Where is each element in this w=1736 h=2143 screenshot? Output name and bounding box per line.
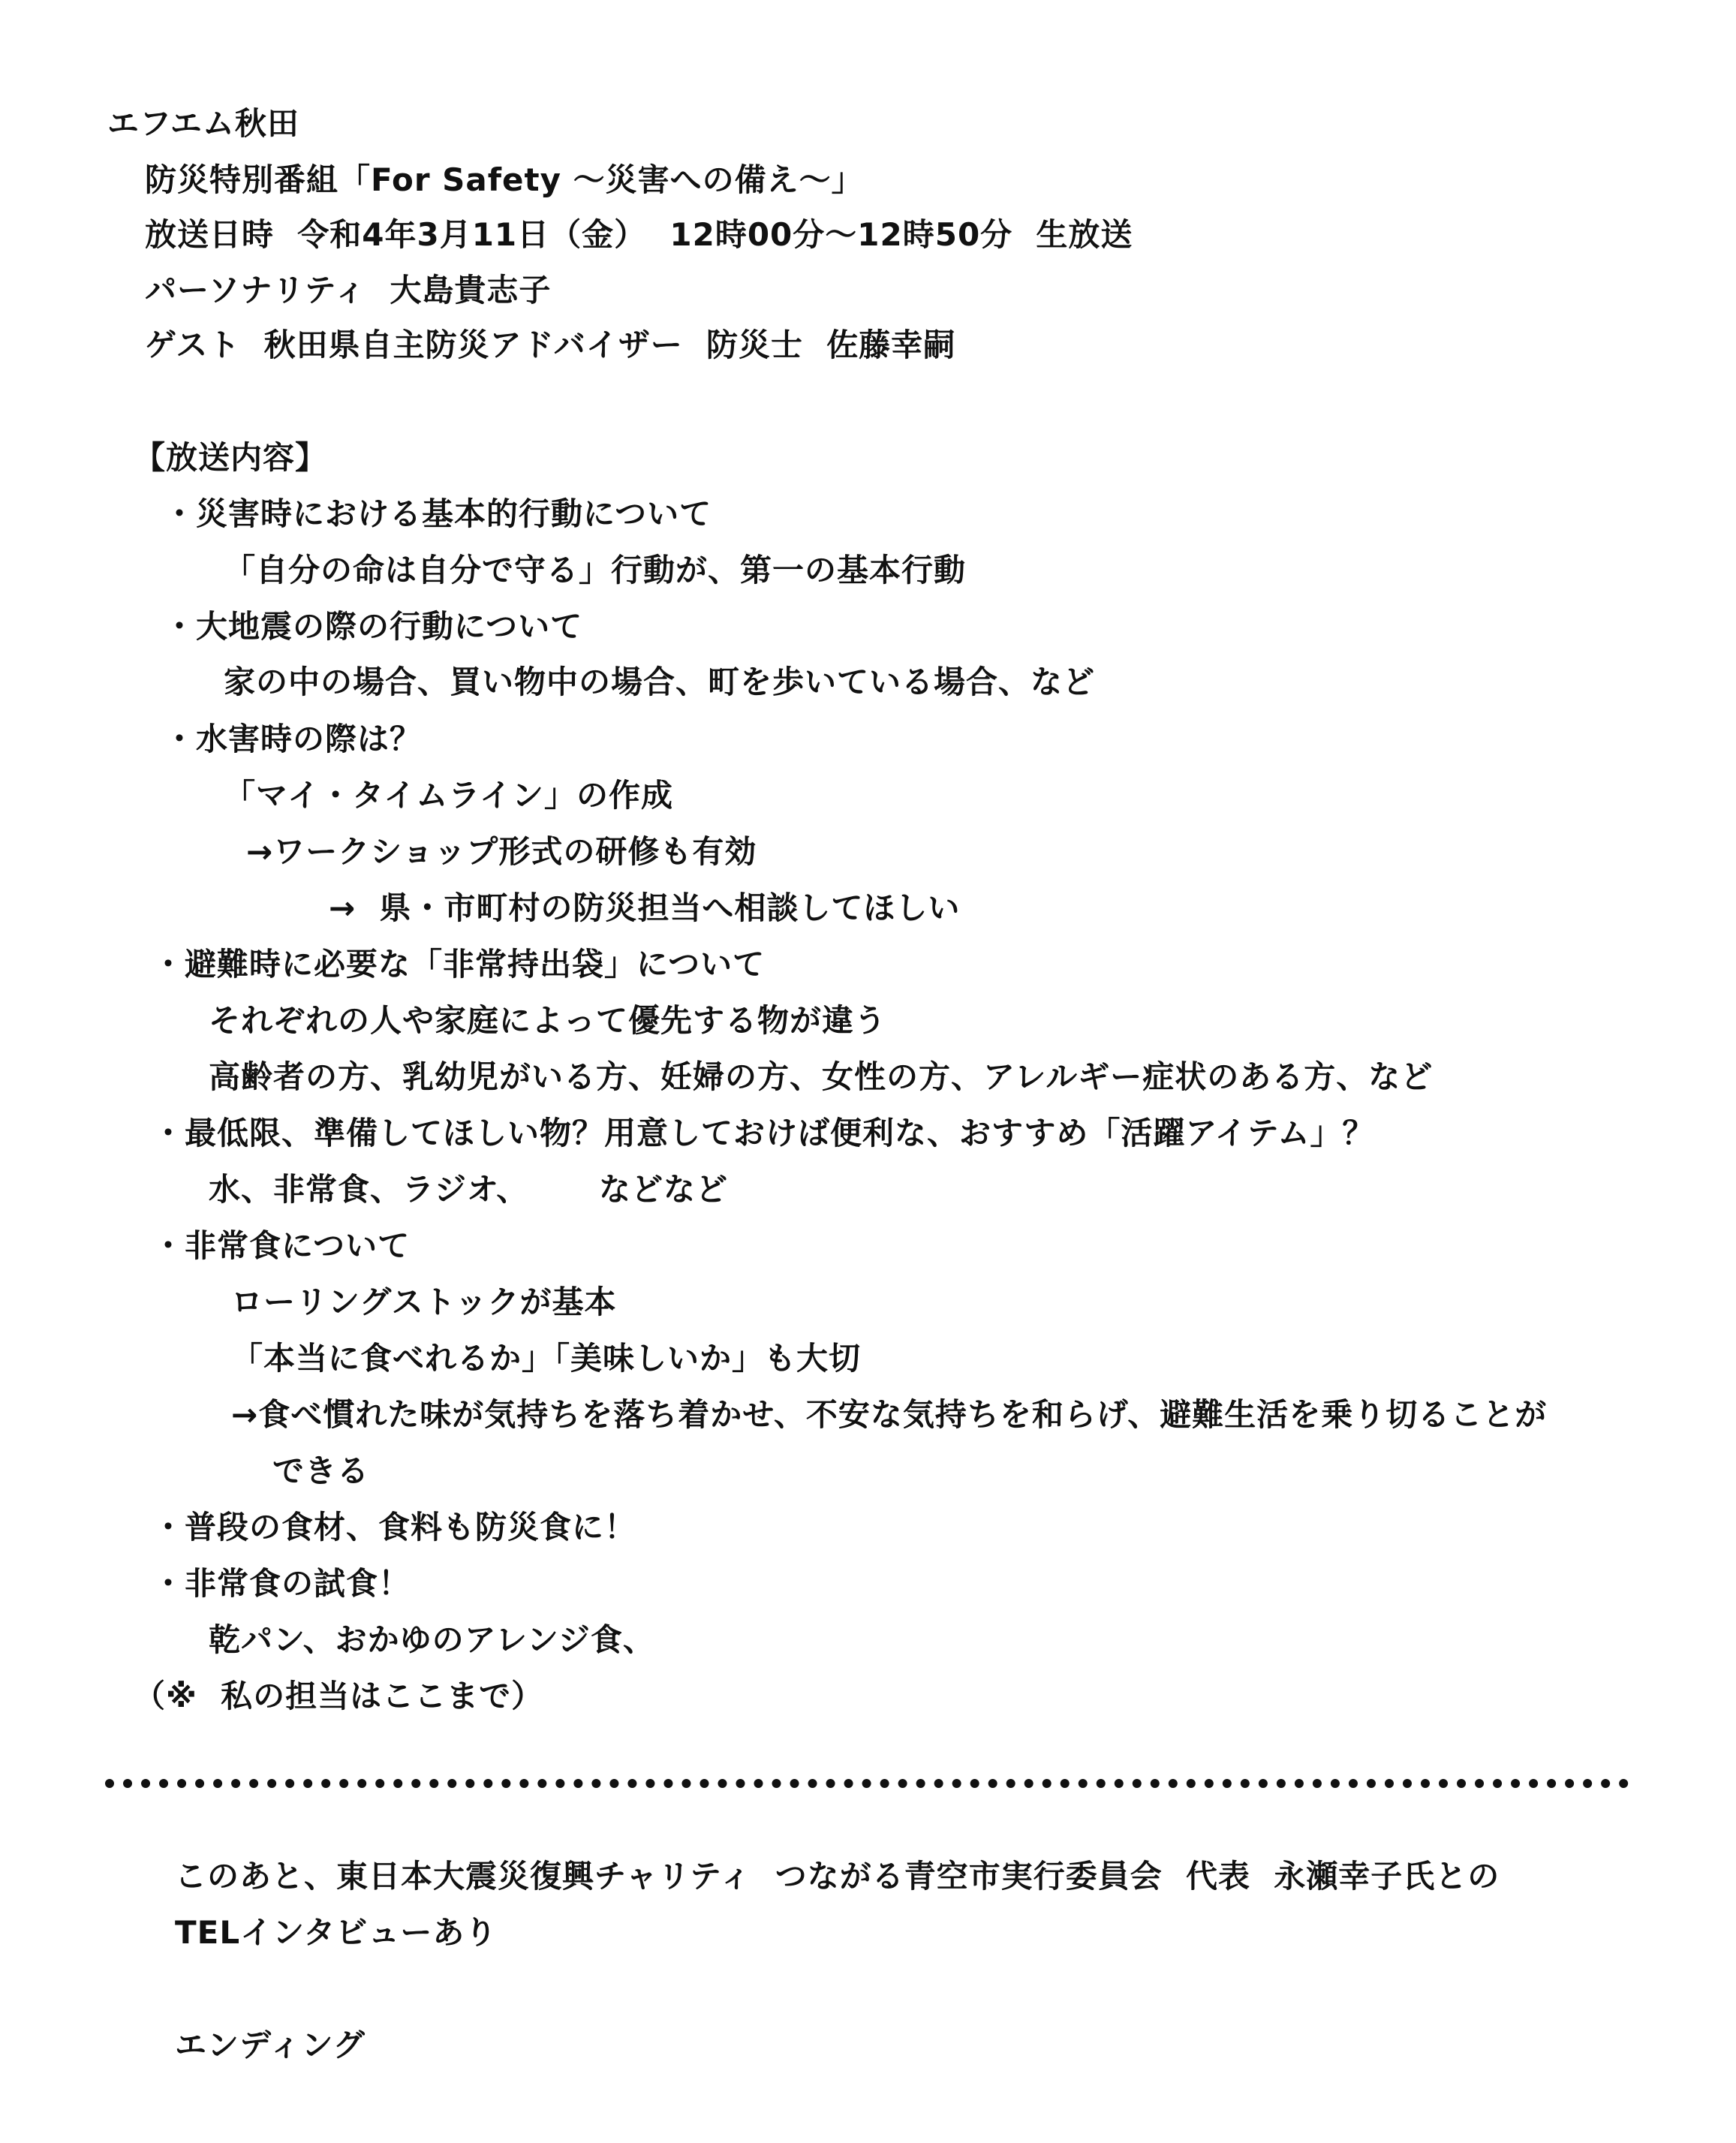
content-line: （※ 私の担当はここまで） — [134, 1678, 544, 1714]
interview-note-2: TELインタビューあり — [175, 1914, 498, 1951]
program-title: 防災特別番組「For Safety ～災害への備え～」 — [145, 161, 864, 198]
ending-label: エンディング — [175, 2027, 366, 2063]
content-line: ・普段の食材、食料も防災食に！ — [152, 1509, 637, 1546]
guest: ゲスト 秋田県自主防災アドバイザー 防災士 佐藤幸嗣 — [145, 327, 956, 363]
content-line: ・最低限、準備してほしい物？用意しておけば便利な、おすすめ「活躍アイテム」？ — [152, 1115, 1375, 1151]
content-line: →食べ慣れた味が気持ちを落ち着かせ、不安な気持ちを和らげ、避難生活を乗り切ることが — [231, 1396, 1548, 1433]
interview-note: このあと、東日本大震災復興チャリティ つながる青空市実行委員会 代表 永瀬幸子氏との — [175, 1858, 1500, 1895]
content-line: ・非常食について — [152, 1227, 411, 1264]
personality: パーソナリティ 大島貴志子 — [145, 272, 552, 309]
dotted-divider — [105, 1779, 1629, 1788]
broadcast-datetime: 放送日時 令和4年3月11日（金） 12時00分～12時50分 生放送 — [145, 216, 1133, 253]
content-line: 家の中の場合、買い物中の場合、町を歩いている場合、など — [224, 664, 1096, 700]
content-line: 「マイ・タイムライン」の作成 — [224, 777, 674, 814]
content-line: 「本当に食べれるか」「美味しいか」も大切 — [231, 1340, 862, 1377]
content-line: 乾パン、おかゆのアレンジ食、 — [209, 1621, 655, 1658]
content-line: 水、非常食、ラジオ、 などなど — [209, 1171, 728, 1208]
content-line: ・非常食の試食！ — [152, 1565, 411, 1602]
content-line: → 県・市町村の防災担当へ相談してほしい — [329, 889, 961, 926]
content-line: 「自分の命は自分で守る」行動が、第一の基本行動 — [224, 552, 967, 588]
content-line: ・水害時の際は？ — [164, 721, 423, 757]
station-name: エフエム秋田 — [107, 105, 299, 142]
content-line: ローリングストックが基本 — [231, 1284, 617, 1320]
content-line: それぞれの人や家庭によって優先する物が違う — [209, 1002, 887, 1039]
content-line: できる — [272, 1452, 370, 1489]
content-line: →ワークショップ形式の研修も有効 — [246, 833, 757, 870]
content-line: ・災害時における基本的行動について — [164, 495, 712, 532]
content-heading: 【放送内容】 — [134, 439, 328, 476]
content-line: ・大地震の際の行動について — [164, 608, 583, 645]
content-line: 高齢者の方、乳幼児がいる方、妊婦の方、女性の方、アレルギー症状のある方、など — [209, 1058, 1434, 1095]
content-line: ・避難時に必要な「非常持出袋」について — [152, 946, 766, 983]
